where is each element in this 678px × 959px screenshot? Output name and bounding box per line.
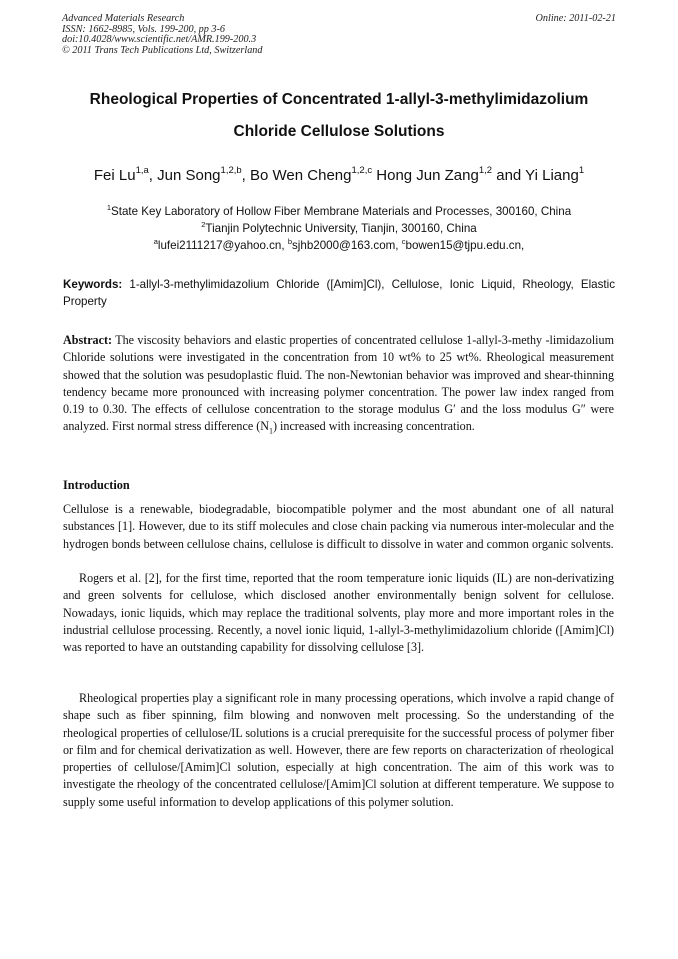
copyright-line: © 2011 Trans Tech Publications Ltd, Switzerland: [62, 44, 263, 56]
affiliation-1-text: State Key Laboratory of Hollow Fiber Membrane Materials and Processes, 300160, China: [111, 204, 572, 218]
email-c-sup: c: [401, 237, 406, 246]
author-list: [62, 166, 616, 184]
author-name: Fei Lu: [93, 167, 136, 184]
doi-line: doi:10.4028/www.scientific.net/AMR.199-200.3: [62, 34, 257, 46]
email-b[interactable]: sjhb2000@163.com,: [292, 238, 402, 252]
abstract-block: [63, 332, 614, 440]
author-name: Bo Wen Cheng: [250, 167, 352, 184]
intro-paragraph-2: Rogers et al. [2], for the first time, reported that the room temperature ionic liquids (IL) are non-derivatizing and green solvents for cellulose, which disclosed another environmentally benign solvent for cellulose. Nowadays, ionic liquids, which may replace the traditional solvents, play more and more important roles in the industrial cellulose processing. Recently, a novel ionic liquid, 1-allyl-3-methylimidazolium chloride ([Amim]Cl) was reported to have an outstanding capability for dissolving cellulose [3].: [63, 571, 614, 655]
author-affiliation-sup: 1,2,c: [351, 165, 373, 176]
author-name: Jun Song: [157, 167, 221, 184]
journal-name: Advanced Materials Research: [62, 13, 185, 24]
journal-header: [62, 14, 616, 56]
author-separator: and: [492, 167, 526, 184]
email-c[interactable]: bowen15@tjpu.edu.cn,: [405, 238, 525, 252]
email-line: [62, 237, 616, 252]
email-a-sup: a: [153, 237, 158, 246]
affiliation-1-sup: 1: [106, 203, 112, 212]
author-affiliation-sup: 1: [578, 165, 585, 176]
affiliation-2-sup: 2: [201, 220, 206, 229]
affiliation-2: [62, 220, 616, 235]
author-separator: ,: [148, 167, 158, 184]
affiliation-1: [62, 203, 616, 218]
abstract-text: The viscosity behaviors and elastic properties of concentrated cellulose 1-allyl-3-methy -limidazolium Chloride solutions were investigated in the concentration from 10 wt% to 25 wt%. Rheological measurement showed that the solution was pesudoplastic fluid. The non-Newtonian behavior was improved and shear-thinning tendency became more pronounced with increasing polymer concentration. The power law index ranged from 0.19 to 0.30. The effects of cellulose concentration to the storage modulus G′ and the loss modulus G″ were analyzed. First normal stress difference (N: [63, 333, 614, 434]
affiliation-2-text: Tianjin Polytechnic University, Tianjin, 300160, China: [205, 221, 477, 235]
keywords-label: Keywords:: [63, 278, 123, 291]
intro-paragraph-3: Rheological properties play a significant role in many processing operations, which involve a rapid change of shape such as fiber spinning, film blowing and nonwoven melt processing. So the understanding of the rheological properties of cellulose/IL solutions is a crucial prerequisite for the successful process of polymer fiber or film and for chemical derivatization as well. However, there are few reports on characterization of rheological properties of cellulose/[Amim]Cl solution, especially at high concentration. The aim of this work was to investigate the rheology of the concentrated cellulose/[Amim]Cl solution at different temperature. We suppose to supply some useful information to develop applications of this polymer solution.: [63, 691, 614, 809]
issn-line: ISSN: 1662-8985, Vols. 199-200, pp 3-6: [62, 23, 225, 35]
email-a[interactable]: lufei2111217@yahoo.cn,: [157, 238, 288, 252]
online-date: Online: 2011-02-21: [535, 13, 616, 24]
intro-paragraph-1: Cellulose is a renewable, biodegradable, biocompatible polymer and the most abundant one of all natural substances [1]. However, due to its stiff molecules and close chain packing via numerous inter-molecular and the hydrogen bonds between cellulose chains, cellulose is difficult to dissolve in water and common organic solvents.: [63, 502, 614, 551]
paper-title-line-1: Rheological Properties of Concentrated 1-allyl-3-methylimidazolium: [89, 91, 589, 108]
abstract-label: Abstract:: [63, 333, 113, 347]
introduction-heading: Introduction: [63, 478, 130, 492]
author-separator: ,: [241, 167, 251, 184]
paper-title-line-2: Chloride Cellulose Solutions: [233, 123, 445, 140]
author-affiliation-sup: 1,2: [478, 165, 493, 176]
author-affiliation-sup: 1,a: [135, 165, 149, 176]
keywords-block: [63, 276, 615, 310]
author-name: Hong Jun Zang: [376, 167, 479, 184]
author-affiliation-sup: 1,2,b: [220, 165, 242, 176]
author-name: Yi Liang: [525, 167, 579, 184]
abstract-text-end: ) increased with increasing concentration.: [272, 419, 475, 434]
abstract-subscript: 1: [268, 426, 273, 436]
email-b-sup: b: [287, 237, 292, 246]
keywords-text: 1-allyl-3-methylimidazolium Chloride ([Amim]Cl), Cellulose, Ionic Liquid, Rheology, Elastic Property: [63, 278, 615, 308]
